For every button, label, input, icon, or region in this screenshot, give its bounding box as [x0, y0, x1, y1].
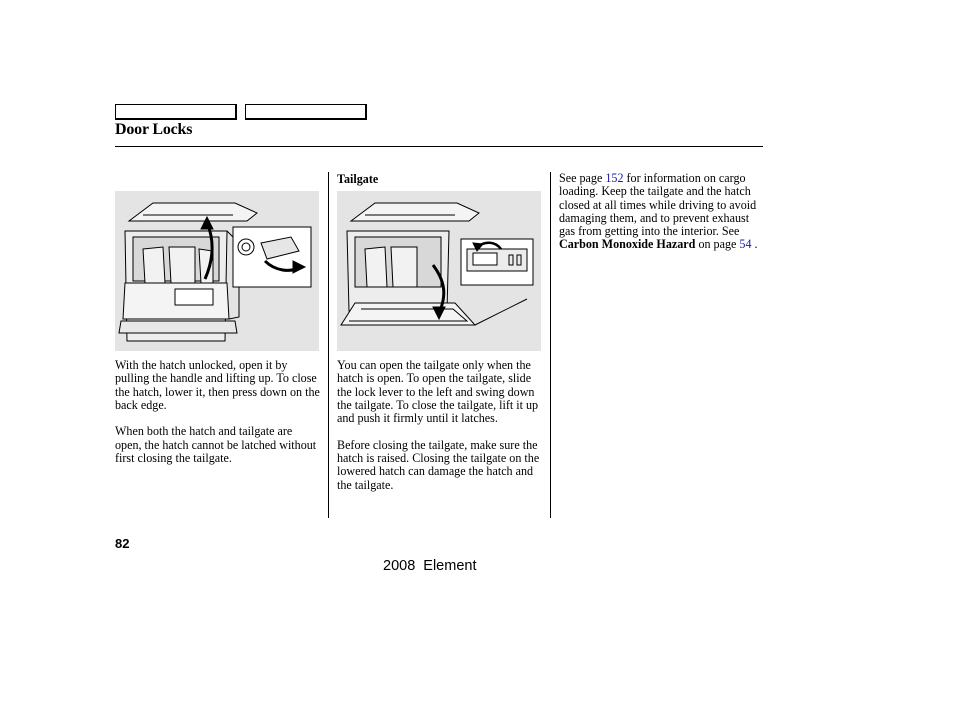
page-number: 82: [115, 536, 130, 551]
footer-book-title: 2008 Element: [383, 558, 477, 574]
cargo-info-text: for information on cargo loading. Keep the tailgate and the hatch closed at all times while driving to avoid damaging them, and to prevent exhaust gas from getting into the interior. See: [559, 171, 757, 239]
hatch-latch-paragraph: When both the hatch and tailgate are open, the hatch cannot be latched without first closing the tailgate.: [115, 424, 317, 466]
tailgate-illustration: [337, 191, 541, 351]
hatch-open-paragraph: With the hatch unlocked, open it by pulling the handle and lifting up. To close the hatch, lower it, then press down on the back edge.: [115, 358, 320, 412]
column-2-text: [337, 359, 543, 492]
hatch-illustration: [115, 191, 319, 351]
carbon-monoxide-reference: Carbon Monoxide Hazard: [559, 237, 696, 252]
column-1-text: [115, 359, 321, 465]
section-title: Door Locks: [115, 121, 193, 138]
nav-button-2[interactable]: [245, 104, 367, 120]
period-text: .: [754, 237, 758, 252]
see-page-text: See page: [559, 171, 603, 185]
cargo-paragraph: [559, 172, 763, 252]
column-divider-2: [550, 172, 551, 518]
column-3-text: [559, 172, 763, 252]
tailgate-close-paragraph: Before closing the tailgate, make sure the hatch is raised. Closing the tailgate on the lowered hatch can damage the hatch and the tailgate.: [337, 437, 540, 492]
title-divider: [115, 146, 763, 147]
tailgate-open-paragraph: You can open the tailgate only when the hatch is open. To open the tailgate, slide the lock lever to the left and swing down the tailgate. To close the tailgate, lift it up and push it firmly until it latches.: [337, 358, 539, 426]
nav-button-1[interactable]: [115, 104, 237, 120]
column-divider-1: [328, 172, 329, 518]
tailgate-drawing: [337, 191, 541, 351]
tailgate-subheading: Tailgate: [337, 172, 379, 186]
page-152-link[interactable]: 152: [605, 171, 624, 185]
page-54-link[interactable]: 54: [739, 237, 752, 252]
hatch-drawing: [115, 191, 319, 351]
on-page-text: on page: [698, 237, 737, 252]
